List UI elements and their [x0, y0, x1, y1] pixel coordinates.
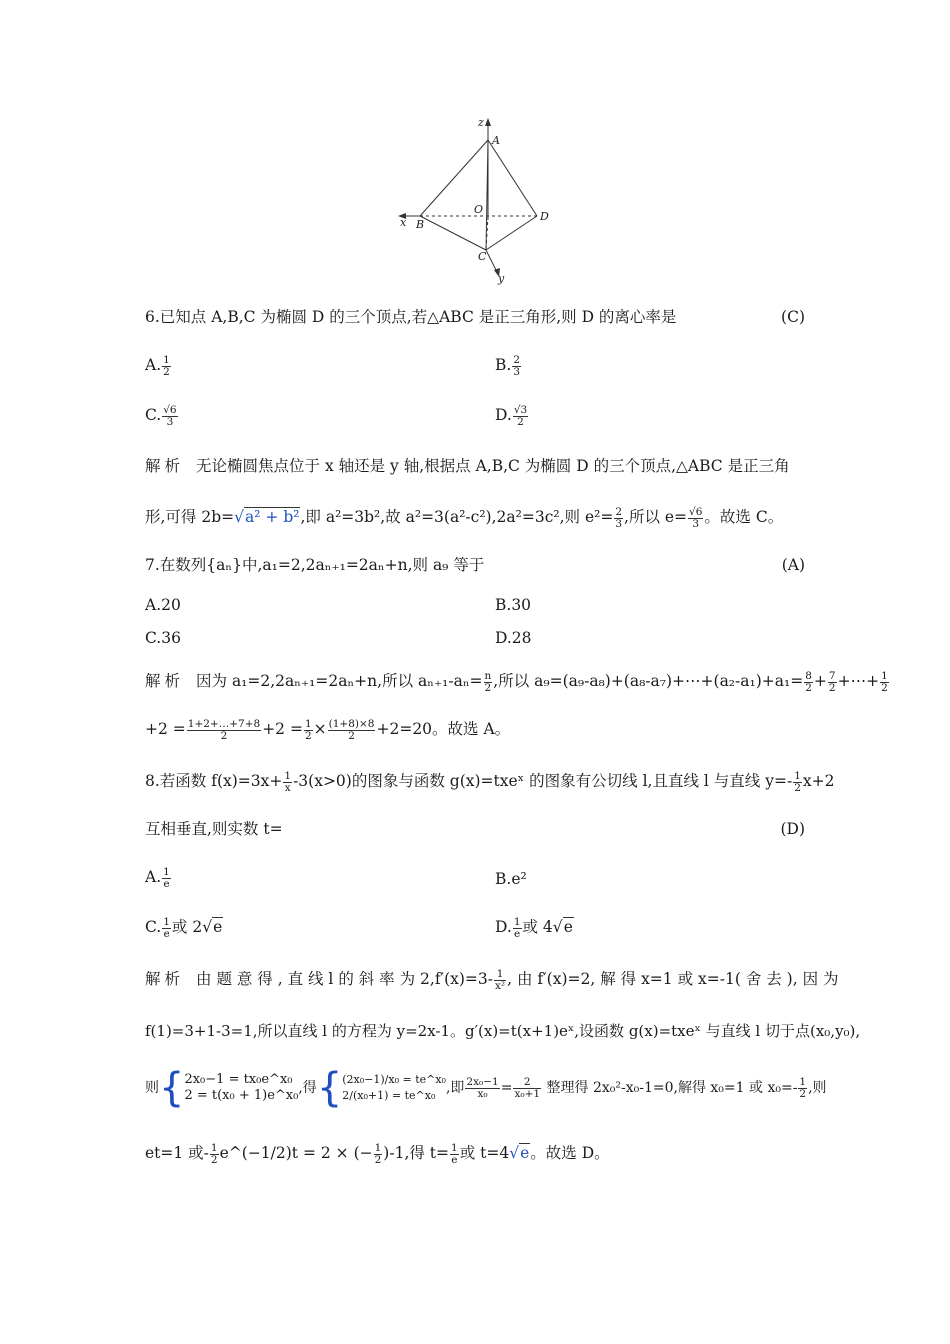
label-z: z [478, 116, 484, 129]
q8-analysis-line2: f(1)=3+1-3=1,所以直线 l 的方程为 y=2x-1。g′(x)=t(x+1)eˣ,设函数 g(x)=txeˣ 与直线 l 切于点(x₀,y₀), [145, 1022, 861, 1040]
q8-option-b: B.e² [495, 870, 527, 888]
q8-option-a: A. $\frac{1}{e}$ [145, 865, 170, 890]
q7-analysis-line1: 解析 因为 a₁=2,2aₙ₊₁=2aₙ+n,所以 aₙ₊₁-aₙ= $\frac{n}{2}$ ,所以 a₉=(a₉-a₈)+(a₈-a₇)+⋯+(a₂-a₁)+a₁= $\frac{8}{2}$ + $\frac{7}{2}$ +⋯+ $\frac{1}{2}$ [145, 669, 888, 694]
label-x: x [400, 216, 407, 229]
q7-option-b: B.30 [495, 596, 532, 614]
q7-answer: (A) [781, 556, 805, 574]
edge-BC [420, 216, 486, 250]
q8-analysis-line1: 解析 由 题 意 得 , 直 线 l 的 斜 率 为 2,f′(x)=3- $\frac{1}{\text{x²}}$ , 由 f′(x)=2, 解 得 x=1 或 x=-1( 舍 去 ), 因 为 [145, 967, 839, 992]
edge-AD [488, 140, 537, 216]
q8-analysis-line4: et=1 或- $\frac{1}{2}$ e^(−1/2)t = 2 × (− $\frac{1}{2}$ )-1,得 t= $\frac{1}{e}$ 或 t=4√e。故选 D。 [145, 1141, 610, 1166]
label-C: C [478, 250, 487, 263]
system-1: 2x₀−1 = tx₀e^x₀ 2 = t(x₀ + 1)e^x₀ [184, 1072, 299, 1103]
edge-CD [486, 216, 537, 250]
q8-stem-line2: 互相垂直,则实数 t= [145, 820, 283, 838]
q8-option-d: D. $\frac{1}{e}$ 或 4√e [495, 915, 573, 940]
label-D: D [540, 210, 549, 223]
tetrahedron-figure [390, 112, 560, 287]
q6-answer: (C) [781, 308, 805, 326]
q7-stem: 7.在数列{aₙ}中,a₁=2,2aₙ₊₁=2aₙ+n,则 a₉ 等于 [145, 556, 485, 574]
q6-analysis-line1: 解析 无论椭圆焦点位于 x 轴还是 y 轴,根据点 A,B,C 为椭圆 D 的三个顶点,△ABC 是正三角 [145, 457, 790, 475]
label-y: y [498, 272, 505, 285]
q6-option-a: A. $\frac{1}{2}$ [145, 353, 170, 378]
q7-analysis-label: 解析 [145, 672, 185, 690]
q8-answer: (D) [780, 820, 805, 838]
q8-analysis-label: 解析 [145, 970, 185, 988]
q6-option-d: D. $\frac{√3}{2}$ [495, 403, 528, 428]
q7-analysis-line2: +2 = $\frac{1+2+\dots+7+8}{2}$ +2 = $\frac{1}{2}$ × $\frac{(1+8)\times 8}{2}$ +2=20。故选 A。 [145, 717, 511, 742]
left-brace-icon: { [159, 1065, 185, 1111]
q7-option-a: A.20 [145, 596, 181, 614]
q7-option-c: C.36 [145, 629, 181, 647]
label-B: B [416, 218, 425, 231]
q6-stem: 6.已知点 A,B,C 为椭圆 D 的三个顶点,若△ABC 是正三角形,则 D 的离心率是 [145, 308, 677, 326]
q8-analysis-line3: 则{ 2x₀−1 = tx₀e^x₀ 2 = t(x₀ + 1)e^x₀ ,得{ (2x₀−1)/x₀ = te^x₀ 2/(x₀+1) = te^x₀ ,即 $\frac{\text{2x₀−1}}{\text{x₀}}$ = $\frac{2}{\text{x₀+1}}$ 整理得 2x₀²-x₀-1=0,解得 x₀=1 或 x₀=- $\frac{1}{2}$ ,则 [145, 1065, 827, 1111]
q8-stem-line1: 8.若函数 f(x)=3x+ $\frac{1}{x}$ -3(x>0)的图象与函数 g(x)=txeˣ 的图象有公切线 l,且直线 l 与直线 y=- $\frac{1}{2}$ x+2 [145, 769, 835, 794]
q6-option-c: C. $\frac{√6}{3}$ [145, 403, 177, 428]
q7-option-d: D.28 [495, 629, 532, 647]
system-2: (2x₀−1)/x₀ = te^x₀ 2/(x₀+1) = te^x₀ [342, 1073, 446, 1102]
q6-analysis-line2: 形,可得 2b=√a² + b²,即 a²=3b²,故 a²=3(a²-c²),2a²=3c²,则 e²= $\frac{2}{3}$ ,所以 e= $\frac{√6}{3}$ 。故选 C。 [145, 505, 784, 530]
label-O: O [474, 203, 484, 216]
label-A: A [492, 134, 500, 147]
left-brace-icon: { [316, 1065, 343, 1111]
q6-option-b: B. $\frac{2}{3}$ [495, 353, 521, 378]
q6-analysis-label: 解析 [145, 457, 185, 475]
q8-option-c: C. $\frac{1}{e}$ 或 2√e [145, 915, 223, 940]
